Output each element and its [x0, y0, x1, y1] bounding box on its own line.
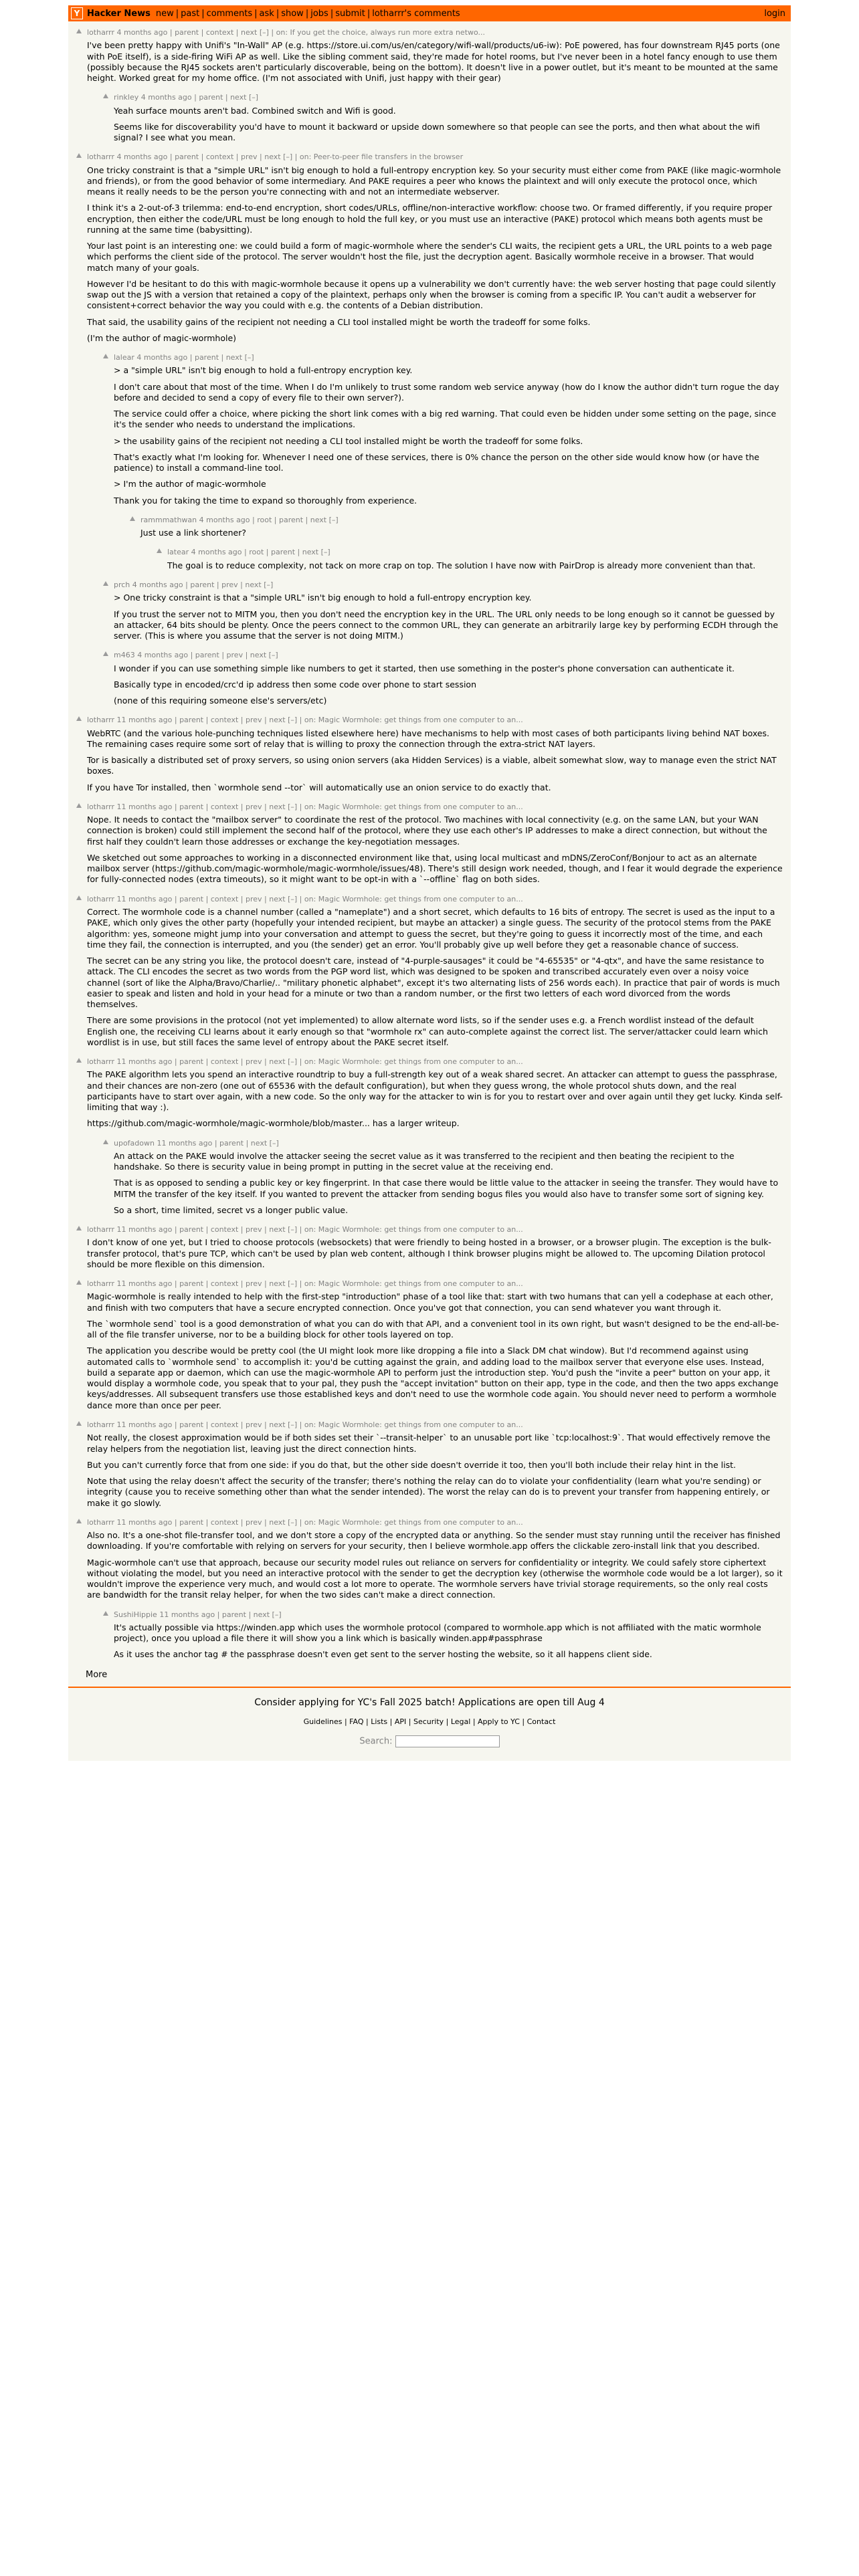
upvote-arrow-icon[interactable] [76, 1226, 82, 1230]
comment-paragraph: However I'd be hesitant to do this with magic-wormhole because it opens up a vulnerability we don't currently have: the web server hosting that page could silently swap out the JS with a version that retained a copy of the plaintext, perhaps only when the browser is coming from a specific IP. You can't audit a webserver for consistent+correct behavior the way you could with e.g. the contents of a Debian distribution. [87, 278, 776, 311]
yc-announcement[interactable]: Consider applying for YC's Fall 2025 batch! Applications are open till Aug 4 [254, 1697, 605, 1708]
nav-separator: | [201, 8, 205, 19]
comment-paragraph: The `wormhole send` tool is a good demonstration of what you can do with that API, and a convenient tool in its own right, but wasn't designed to be the end-all-be-all of the file transfer universe, nor to be a building block for other tools layered on top. [87, 1318, 779, 1340]
page-container [68, 5, 791, 1761]
comment-paragraph: Note that using the relay doesn't affect the security of the transfer; there's nothing the relay can do to violate your confidentiality (learn what you're sending) or integrity (cause you to receive something other than what the sender intended). The worst the relay can do is to prevent your transfer from happening entirely, or make it go slowly. [87, 1476, 770, 1508]
nav-link-jobs[interactable]: jobs [310, 8, 328, 19]
comment-paragraph: I've been pretty happy with Unifi's "In-Wall" AP (e.g. https://store.ui.com/us/en/category/wifi-wall/products/u6-iw): PoE powered, has four downstream RJ45 ports (one with PoE itself), is a side-firing WiFi AP as well. Like the sibling comment said, they're made for hotel rooms, but I've never been in a hotel fancy enough to use them (possibly because the RJ45 sockets aren't particularly discoverable, being on the bottom). It doesn't live in a power outlet, but it's meant to be mounted at the same height. Worked great for my home office. (I'm not associated with Unifi, just happy with their gear) [87, 40, 780, 84]
comment-header[interactable]: rinkley 4 months ago | parent | next [–] [114, 93, 259, 102]
comment-paragraph: > a "simple URL" isn't big enough to hold a full-entropy encryption key. [114, 365, 413, 376]
search-area [68, 1735, 791, 1747]
nav-link-submit[interactable]: submit [335, 8, 365, 19]
comment-item [87, 1279, 783, 1411]
comment-item [114, 93, 783, 143]
comment-header[interactable]: m463 4 months ago | parent | prev | next [–] [114, 651, 278, 660]
current-page-label: lotharrr's comments [372, 8, 460, 19]
site-title[interactable]: Hacker News [87, 8, 151, 19]
comment-item [114, 580, 783, 641]
comment-paragraph: (none of this requiring someone else's servers/etc) [114, 695, 327, 706]
comment-item [114, 1139, 783, 1216]
comment-paragraph: But you can't currently force that from one side: if you do that, but the other side doesn't override it too, then you'll both include their relay hint in the list. [87, 1459, 736, 1470]
comment-item [87, 1225, 783, 1270]
comment-item [87, 152, 783, 344]
upvote-arrow-icon[interactable] [103, 581, 108, 586]
comment-item [87, 28, 783, 84]
comment-paragraph: That is as opposed to sending a public key or key fingerprint. In that case there would be little value to the attacker in seeing the transfer. They would have to MITM the transfer of the key itself. If you wanted to prevent the attacker from sending bogus files you would also have to transfer some sort of signing key. [114, 1178, 779, 1199]
nav-link-new[interactable]: new [155, 8, 174, 19]
comment-paragraph: Nope. It needs to contact the "mailbox server" to coordinate the rest of the protocol. Two machines with local connectivity (e.g. on the same LAN, but your WAN connection is broken) could still implement the second half of the protocol, where they use each other's IP addresses to make a direct connection, but without the first half they couldn't learn those addresses or exchange the key-negotiation messages. [87, 815, 767, 847]
comment-paragraph: I don't care about that most of the time. When I do I'm unlikely to trust some random web service anyway (how do I know the author didn't turn rogue the day before and decided to send a copy of every file to their own server?). [114, 381, 779, 403]
footer-separator: | [406, 1717, 413, 1726]
comment-paragraph: Magic-wormhole can't use that approach, because our security model rules out reliance on servers for confidentiality or integrity. We could safely store ciphertext without violating the model, but you need an interactive protocol with the sender to get the decryption key (otherwise the wormhole code would be a lot larger), so it wouldn't improve the experience very much, and would cost a lot more to operate. The wormhole servers have trivial storage requirements, so the only real costs are bandwidth for the transit relay helper, for when the two sides can't make a direct connection. [87, 1557, 783, 1600]
upvote-arrow-icon[interactable] [76, 1421, 82, 1426]
comment-paragraph: > I'm the author of magic-wormhole [114, 479, 266, 490]
upvote-arrow-icon[interactable] [76, 29, 82, 33]
comment-paragraph: Tor is basically a distributed set of proxy servers, so using onion servers (aka Hidden Services) is a viable, albeit somewhat slow, way to manage even the strict NAT boxes. [87, 755, 777, 776]
comment-paragraph: Your last point is an interesting one: we could build a form of magic-wormhole where the sender's CLI waits, the recipient gets a URL, the URL points to a web page which performs the client side of the protocol. The server wouldn't host the file, just the decryption agent. Basically wormhole receive in a browser. That would match many of your goals. [87, 241, 772, 273]
comment-paragraph: I wonder if you can use something simple like numbers to get it started, then use something in the poster's phone conversation can authenticate it. [114, 663, 735, 673]
comment-item [87, 802, 783, 885]
upvote-arrow-icon[interactable] [103, 354, 108, 358]
upvote-arrow-icon[interactable] [76, 1058, 82, 1063]
comment-paragraph: The service could offer a choice, where picking the short link comes with a big red warning. That could even be hidden under some setting on the page, since it's the sender who needs to understand the implications. [114, 409, 777, 430]
comment-paragraph: I don't know of one yet, but I tried to choose protocols (websockets) that were friendly to being hosted in a browser, or a browser plugin. The exception is the bulk-transfer protocol, that's pure TCP, which can't be used by plan web content, although I think browser plugins might be allowed to. The upcoming Dilation protocol should be more flexible on this dimension. [87, 1237, 771, 1269]
comment-paragraph: It's actually possible via https://winden.app which uses the wormhole protocol (compared to wormhole.app which is not affiliated with the matic wormhole project), once you upload a file there it will show you a link which is basically winden.app#passphrase [114, 1622, 761, 1644]
upvote-arrow-icon[interactable] [76, 895, 82, 900]
nav-link-comments[interactable]: comments [206, 8, 253, 19]
comment-paragraph: > One tricky constraint is that a "simple URL" isn't big enough to hold a full-entropy encryption key. [114, 593, 532, 603]
comment-list [68, 21, 791, 1660]
comment-paragraph: WebRTC (and the various hole-punching techniques listed elsewhere here) have mechanisms to help with most cases of both participants living behind NAT boxes. The remaining cases require some sort of relay that is willing to proxy the connection through the extra-strict NAT layers. [87, 728, 770, 749]
login-link[interactable]: login [764, 8, 785, 19]
footer-separator: | [470, 1717, 478, 1726]
upvote-arrow-icon[interactable] [157, 548, 162, 553]
comment-paragraph: I think it's a 2-out-of-3 trilemma: end-to-end encryption, short codes/URLs, offline/non-interactive workflow: choose two. Or framed differently, if you require proper encryption, then either the code/URL must be long enough to hold the full key, or you must use an interactive (PAKE) protocol which means both agents must be running at the same time (babysitting). [87, 203, 773, 235]
nav-link-past[interactable]: past [181, 8, 200, 19]
comment-item [87, 895, 783, 1048]
comment-paragraph: The goal is to reduce complexity, not tack on more crap on top. The solution I have now with PairDrop is already more convenient than that. [167, 560, 756, 570]
comment-paragraph: Also no. It's a one-shot file-transfer tool, and we don't store a copy of the encrypted data or anything. So the sender must stay running until the receiver has finished downloading. If you're comfortable with relying on servers for your security, then I believe wormhole.app offers the clickable zero-install link that you described. [87, 1530, 781, 1551]
footer-separator: | [363, 1717, 371, 1726]
comment-paragraph: That said, the usability gains of the recipient not needing a CLI tool installed might be worth the tradeoff for some folks. [87, 316, 591, 327]
footer-separator: | [444, 1717, 451, 1726]
comment-header[interactable]: lotharrr 4 months ago | parent | context | next [–] | on: If you get the choice, always run more extra netwo... [87, 28, 486, 37]
footer-separator: | [519, 1717, 527, 1726]
upvote-arrow-icon[interactable] [76, 803, 82, 808]
comment-header[interactable]: lotharrr 11 months ago | parent | context | prev | next [–] | on: Magic Wormhole: get things from one computer to an... [87, 894, 523, 903]
comment-paragraph: The application you describe would be pretty cool (the UI might look more like dropping a file into a Slack DM chat window). But I'd recommend against using automated calls to `wormhole send` to accomplish it: you'd be cutting against the grain, and adding load to the mailbox server that everyone else uses. Instead, build a separate app or daemon, which can use the magic-wormhole API to perform just the introduction step. You'd push the "invite a peer" button on your app, it would display a wormhole code, you speak that to your pal, they push the "accept invitation" button on their app, type in the code, and then the two apps exchange keys/addresses. All subsequent transfers use those established keys and don't need to use the wormhole code again. You should never need to perform a wormhole dance more than once per peer. [87, 1346, 779, 1410]
comment-header[interactable]: latear 4 months ago | root | parent | next [–] [167, 548, 330, 557]
comment-header[interactable]: lotharrr 11 months ago | parent | context | prev | next [–] | on: Magic Wormhole: get things from one computer to an... [87, 716, 523, 725]
comment-paragraph: If you have Tor installed, then `wormhole send --tor` will automatically use an onion service to do exactly that. [87, 782, 551, 792]
footer-link[interactable]: API [394, 1717, 407, 1726]
comment-paragraph: The secret can be any string you like, the protocol doesn't care, instead of "4-purple-sausages" it could be "4-65535" or "4-qtx", and have the same resistance to attack. The CLI encodes the secret as two words from the PGP word list, which was designed to be spoken and transcribed accurately even over a noisy voice channel (sort of like the Alpha/Bravo/Charlie/.. "military phonetic alphabet", except it's two alternating lists of 256 words each). In practice that pair of words is much easier to speak and listen and hold in your head for a minute or two than a random number, or the first two letters of each word divorced from the words themselves. [87, 956, 780, 1010]
yc-logo-icon[interactable]: Y [71, 7, 83, 19]
comment-paragraph: One tricky constraint is that a "simple URL" isn't big enough to hold a full-entropy encryption key. So your security must either come from PAKE (like magic-wormhole and friends), or from the good behavior of some intermediary. And PAKE requires a peer who knows the plaintext and will only execute the protocol once, which means it really needs to be the person you're connecting with and not an intermediate webserver. [87, 165, 781, 197]
footer-separator: | [387, 1717, 395, 1726]
comment-header[interactable]: lotharrr 11 months ago | parent | context | prev | next [–] | on: Magic Wormhole: get things from one computer to an... [87, 1225, 523, 1235]
search-label: Search: [359, 1736, 393, 1747]
footer [68, 1687, 791, 1761]
nav-separator: | [305, 8, 309, 19]
comment-paragraph: Correct. The wormhole code is a channel number (called a "nameplate") and a short secret, which defaults to 16 bits of entropy. The secret is used as the input to a PAKE, which only gives the other party (hopefully your intended recipient, but maybe an attacker) a single guess. The security of the protocol stems from the PAKE algorithm: yes, someone might jump into your conversation and attempt to guess the secret, but they're going to guess it incorrectly most of the time, and each time they fail, the connection is interrupted, and you (the sender) get an error. You'll probably give up well before they get a reasonable chance of success. [87, 907, 775, 950]
comment-header[interactable]: lotharrr 4 months ago | parent | context | prev | next [–] | on: Peer-to-peer file transfers in the browser [87, 152, 464, 162]
comment-paragraph: Thank you for taking the time to expand so thoroughly from experience. [114, 495, 417, 506]
nav-separator: | [330, 8, 334, 19]
nav-links [156, 9, 460, 19]
footer-link[interactable]: Apply to YC [478, 1717, 520, 1726]
comment-paragraph: The PAKE algorithm lets you spend an interactive roundtrip to buy a full-strength key out of a weak shared secret. An attacker can attempt to guess the passphrase, and their chances are non-zero (one out of 65536 with the default configuration), but when they guess wrong, the whole protocol shuts down, and the real participants have to start over again, with a new code. So the only way for the attacker to win is for you to restart over and over again until they get lucky. Kinda self-limiting that way :). [87, 1069, 783, 1113]
comment-header[interactable]: prch 4 months ago | parent | prev | next [–] [114, 580, 274, 590]
comment-paragraph: There are some provisions in the protocol (not yet implemented) to allow alternate word lists, so if the sender uses e.g. a French wordlist instead of the default English one, the receiving CLI learns about it early enough so that "wormhole rx" can auto-complete against the correct list. The server/attacker could learn which wordlist is in use, but still faces the same level of entropy about the PAKE secret itself. [87, 1015, 768, 1047]
comment-paragraph: Magic-wormhole is really intended to help with the first-step "introduction" phase of a tool like that: start with two humans that can yell a codephase at each other, and finish with two computers that have a secure encrypted connection. Once you've got that connection, you can send whatever you want through it. [87, 1291, 773, 1313]
comment-paragraph: (I'm the author of magic-wormhole) [87, 332, 237, 343]
footer-link[interactable]: Legal [450, 1717, 471, 1726]
comment-item [87, 1057, 783, 1130]
comment-item [140, 516, 783, 539]
upvote-arrow-icon[interactable] [76, 1519, 82, 1523]
comment-header[interactable]: SushiHippie 11 months ago | parent | next [–] [114, 1610, 282, 1619]
comment-item [87, 716, 783, 793]
comment-paragraph: We sketched out some approaches to working in a disconnected environment like that, using local multicast and mDNS/ZeroConf/Bonjour to act as an alternate mailbox server (https://github.com/magic-wormhole/magic-wormhole/issues/48). There's still design work needed, though, and I fear it would degrade the experience for fully-connected nodes (extra timeouts), so it might want to be opt-in with a `--offline` flag on both sides. [87, 852, 783, 885]
upvote-arrow-icon[interactable] [76, 716, 82, 721]
comment-item [114, 651, 783, 706]
nav-separator: | [254, 8, 258, 19]
comment-item [87, 1420, 783, 1509]
comment-header[interactable]: lotharrr 11 months ago | parent | context | prev | next [–] | on: Magic Wormhole: get things from one computer to an... [87, 1279, 523, 1289]
comment-paragraph: An attack on the PAKE would involve the attacker seeing the secret value as it was transferred to the recipient and then beating the recipient to the handshake. So there is security value in being prompt in putting in the secret value at the receiving end. [114, 1150, 735, 1172]
nav-separator: | [367, 8, 371, 19]
comment-paragraph: > the usability gains of the recipient not needing a CLI tool installed might be worth the tradeoff for some folks. [114, 435, 583, 446]
upvote-arrow-icon[interactable] [103, 1140, 108, 1144]
upvote-arrow-icon[interactable] [103, 651, 108, 656]
comment-paragraph: Yeah surface mounts aren't bad. Combined switch and Wifi is good. [114, 105, 396, 116]
comment-paragraph: If you trust the server not to MITM you, then you don't need the encryption key in the URL. The URL only needs to be long enough so it cannot be guessed by an attacker, 64 bits should be plenty. Once the peers connect to the common URL, they can generate an arbitrarily large key by performing ECDH through the server. (This is where you assume that the server is not doing MITM.) [114, 609, 779, 641]
footer-link[interactable]: Lists [371, 1717, 388, 1726]
footer-link[interactable]: FAQ [349, 1717, 364, 1726]
search-input[interactable] [395, 1735, 500, 1747]
comment-header[interactable]: lotharrr 11 months ago | parent | context | prev | next [–] | on: Magic Wormhole: get things from one computer to an... [87, 802, 523, 811]
comment-paragraph: So a short, time limited, secret vs a longer public value. [114, 1204, 349, 1215]
comment-item [114, 353, 783, 506]
upvote-arrow-icon[interactable] [103, 1611, 108, 1616]
comment-paragraph: https://github.com/magic-wormhole/magic-wormhole/blob/master... has a larger writeup. [87, 1118, 460, 1129]
comment-item [167, 548, 783, 571]
comment-paragraph: That's exactly what I'm looking for. Whenever I need one of these services, there is 0% chance the person on the other side would know how (or have the patience) to install a command-line tool. [114, 451, 759, 473]
nav-separator: | [175, 8, 179, 19]
more-link[interactable]: More [86, 1669, 108, 1680]
upvote-arrow-icon[interactable] [103, 94, 108, 98]
comment-header[interactable]: upofadown 11 months ago | parent | next [–] [114, 1138, 279, 1148]
comment-paragraph: Just use a link shortener? [140, 528, 247, 538]
comment-header[interactable]: lotharrr 11 months ago | parent | context | prev | next [–] | on: Magic Wormhole: get things from one computer to an... [87, 1057, 523, 1067]
nav-link-show[interactable]: show [281, 8, 304, 19]
comment-header[interactable]: lalear 4 months ago | parent | next [–] [114, 353, 254, 362]
comment-header[interactable]: rammmathwan 4 months ago | root | parent | next [–] [140, 515, 339, 524]
footer-links [68, 1717, 791, 1726]
footer-link[interactable]: Contact [527, 1717, 556, 1726]
comment-paragraph: Seems like for discoverability you'd have to mount it backward or upside down somewhere so that people can see the ports, and then what about the wifi signal? I see what you mean. [114, 121, 760, 143]
upvote-arrow-icon[interactable] [76, 1280, 82, 1285]
upvote-arrow-icon[interactable] [130, 516, 135, 521]
comment-paragraph: As it uses the anchor tag # the passphrase doesn't even get sent to the server hosting the website, so it all happens client side. [114, 1649, 652, 1660]
footer-link[interactable]: Security [413, 1717, 444, 1726]
footer-separator: | [342, 1717, 350, 1726]
comment-paragraph: Basically type in encoded/crc'd ip address then some code over phone to start session [114, 679, 477, 689]
comment-header[interactable]: lotharrr 11 months ago | parent | context | prev | next [–] | on: Magic Wormhole: get things from one computer to an... [87, 1420, 523, 1429]
comment-header[interactable]: lotharrr 11 months ago | parent | context | prev | next [–] | on: Magic Wormhole: get things from one computer to an... [87, 1517, 523, 1527]
comment-item [114, 1610, 783, 1660]
upvote-arrow-icon[interactable] [76, 153, 82, 158]
top-nav-bar [68, 5, 791, 21]
comment-paragraph: Not really, the closest approximation would be if both sides set their `--transit-helper` to an unusable port like `tcp:localhost:9`. That would effectively remove the relay helpers from the negotiation list, leaving just the direct connection hints. [87, 1432, 771, 1454]
nav-separator: | [276, 8, 280, 19]
footer-link[interactable]: Guidelines [303, 1717, 343, 1726]
comment-item [87, 1518, 783, 1601]
nav-link-ask[interactable]: ask [259, 8, 274, 19]
